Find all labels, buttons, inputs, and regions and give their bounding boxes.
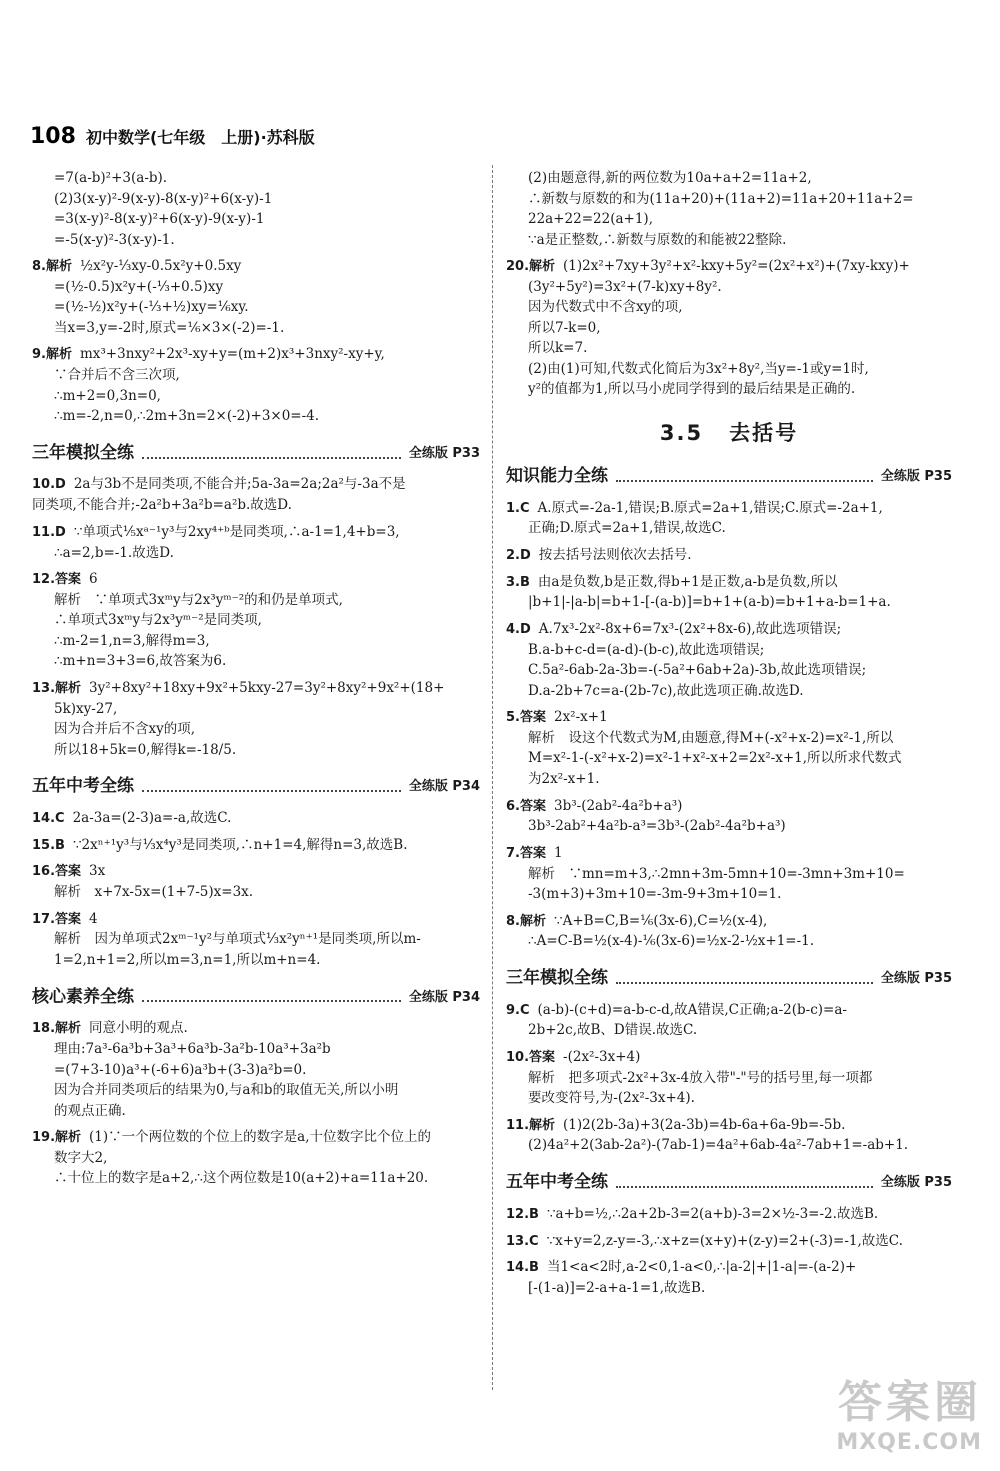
text-line: [-(1-a)]=2-a+a-1=1,故选B. bbox=[528, 1280, 706, 1297]
item-text: 2a-3a=(2-3)a=-a,故选C. bbox=[72, 809, 232, 826]
text-line: C.5a²-6ab-2a-3b=-(-5a²+6ab+2a)-3b,故此选项错误; bbox=[528, 662, 867, 679]
watermark-site: MXQE.COM bbox=[836, 1430, 982, 1455]
chapter-number: 3.5 bbox=[659, 420, 704, 445]
section-page-ref: 全练版 P34 bbox=[408, 989, 480, 1005]
text-line: ∵a是正整数,∴新数与原数的和能被22整除. bbox=[528, 231, 787, 248]
text-line: 解析 设这个代数式为M,由题意,得M+(-x²+x-2)=x²-1,所以 bbox=[528, 729, 894, 746]
item-number: 20.解析 bbox=[506, 259, 556, 275]
text-line: ∴A=C-B=½(x-4)-⅙(3x-6)=½x-2-½x+1=-1. bbox=[528, 933, 815, 950]
section-dotted-leader bbox=[142, 782, 401, 792]
text-line: B.a-b+c-d=(a-d)-(b-c),故此选项错误; bbox=[528, 641, 765, 658]
answer-item bbox=[32, 909, 480, 930]
section-page-ref: 全练版 P35 bbox=[880, 970, 952, 986]
text-line: 5k)xy-27, bbox=[54, 700, 118, 717]
item-number: 3.B bbox=[506, 574, 530, 590]
section-header bbox=[506, 464, 952, 490]
item-number: 9.C bbox=[506, 1002, 530, 1018]
item-text: mx³+3nxy²+2x³-xy+y=(m+2)x³+3nxy²-xy+y, bbox=[79, 346, 385, 363]
item-text: ∵a+b=½,∴2a+2b-3=2(a+b)-3=2×½-3=-2.故选B. bbox=[546, 1205, 879, 1222]
item-number: 19.解析 bbox=[32, 1130, 82, 1146]
section-title: 三年模拟全练 bbox=[32, 442, 134, 463]
section-title: 五年中考全练 bbox=[506, 1171, 608, 1192]
text-line: 所以k=7. bbox=[528, 340, 588, 357]
answer-item bbox=[506, 545, 952, 566]
item-text: 3y²+8xy²+18xy+9x²+5kxy-27=3y²+8xy²+9x²+(18+ bbox=[89, 679, 445, 696]
section-page-ref: 全练版 P34 bbox=[408, 779, 480, 795]
text-line: D.a-2b+7c=a-(2b-7c),故此选项正确.故选D. bbox=[528, 682, 804, 699]
text-line: y²的值都为1,所以马小虎同学得到的最后结果是正确的. bbox=[528, 381, 856, 398]
section-page-ref: 全练版 P33 bbox=[408, 445, 480, 461]
item-number: 13.解析 bbox=[32, 680, 82, 696]
text-line: 为2x²-x+1. bbox=[528, 771, 600, 787]
item-number: 14.B bbox=[506, 1260, 539, 1276]
item-text: 2x²-x+1 bbox=[553, 709, 608, 726]
section-header bbox=[32, 441, 480, 467]
page-header bbox=[30, 124, 315, 149]
page-number: 108 bbox=[30, 124, 76, 149]
section-header bbox=[32, 774, 480, 800]
text-line: (2)3(x-y)²-9(x-y)-8(x-y)²+6(x-y)-1 bbox=[54, 190, 273, 207]
section-dotted-leader bbox=[142, 449, 401, 459]
text-line: 解析 把多项式-2x²+3x-4放入带"-"号的括号里,每一项都 bbox=[528, 1069, 873, 1086]
item-text: (1)2(2b-3a)+3(2a-3b)=4b-6a+6a-9b=-5b. bbox=[563, 1116, 846, 1133]
item-text: -(2x²-3x+4) bbox=[563, 1048, 641, 1065]
answer-item bbox=[506, 1204, 952, 1225]
answer-item bbox=[32, 474, 480, 495]
item-text: (a-b)-(c+d)=a-b-c-d,故A错误,C正确;a-2(b-c)=a- bbox=[537, 1001, 847, 1018]
item-number: 9.解析 bbox=[32, 347, 72, 363]
item-text: 6 bbox=[89, 571, 98, 588]
item-number: 17.答案 bbox=[32, 911, 82, 927]
text-line: (3y²+5y²)=3x²+(7-k)xy+8y². bbox=[528, 278, 722, 295]
chapter-heading bbox=[506, 418, 952, 450]
watermark bbox=[836, 1366, 982, 1455]
text-line: 因为合并同类项后的结果为0,与a和b的取值无关,所以小明 bbox=[54, 1082, 399, 1099]
section-title: 五年中考全练 bbox=[32, 776, 134, 797]
answer-item bbox=[506, 619, 952, 640]
answer-item bbox=[32, 256, 480, 277]
item-text: 1 bbox=[553, 844, 563, 861]
item-text: A.7x³-2x²-8x+6=7x³-(2x²+8x-6),故此选项错误; bbox=[538, 620, 842, 637]
item-number: 12.B bbox=[506, 1206, 539, 1222]
section-dotted-leader bbox=[142, 992, 401, 1002]
answer-item bbox=[32, 569, 480, 590]
text-line: ∴单项式3xᵐy与2x³yᵐ⁻²是同类项, bbox=[54, 612, 262, 629]
text-line: 要改变符号,为-(2x²-3x+4). bbox=[528, 1090, 695, 1107]
text-line: =7(a-b)²+3(a-b). bbox=[54, 170, 168, 186]
text-line: |b+1|-|a-b|=b+1-[-(a-b)]=b+1+(a-b)=b+1+a-b=1+a. bbox=[528, 594, 891, 611]
item-text: (1)2x²+7xy+3y²+x²-kxy+5y²=(2x²+x²)+(7xy-kxy)+ bbox=[563, 258, 910, 275]
answer-item bbox=[506, 1047, 952, 1068]
answer-item bbox=[32, 522, 480, 543]
item-text: 由a是负数,b是正数,得b+1是正数,a-b是负数,所以 bbox=[537, 573, 838, 590]
item-text: ∵2xⁿ⁺¹y³与⅓x⁴y³是同类项,∴n+1=4,解得n=3,故选B. bbox=[72, 836, 408, 853]
item-text: ∵x+y=2,z-y=-3,∴x+z=(x+y)+(z-y)=2+(-3)=-1,故选C. bbox=[546, 1232, 903, 1249]
item-number: 12.答案 bbox=[32, 572, 82, 588]
text-line: ∴m-2=1,n=3,解得m=3, bbox=[54, 632, 210, 649]
chapter-title: 去括号 bbox=[729, 420, 799, 445]
item-number: 6.答案 bbox=[506, 798, 546, 814]
answer-item bbox=[32, 861, 480, 882]
text-line: =(7+3-10)a³+(-6+6)a³b+(3-3)a²b=0. bbox=[54, 1061, 307, 1078]
text-line: 解析 x+7x-5x=(1+7-5)x=3x. bbox=[54, 884, 254, 901]
item-text: 3b³-(2ab²-4a²b+a³) bbox=[553, 797, 683, 814]
item-number: 7.答案 bbox=[506, 845, 546, 861]
text-line: 同类项,不能合并;-2a²b+3a²b=a²b.故选D. bbox=[32, 497, 292, 514]
item-number: 13.C bbox=[506, 1233, 539, 1249]
item-number: 4.D bbox=[506, 621, 531, 637]
text-line: ∴十位上的数字是a+2,∴这个两位数是10(a+2)+a=11a+20. bbox=[54, 1170, 429, 1187]
text-line: ∴m+n=3+3=6,故答案为6. bbox=[54, 653, 227, 670]
text-line: ∴新数与原数的和为(11a+20)+(11a+2)=11a+20+11a+2= bbox=[528, 190, 914, 207]
item-number: 11.D bbox=[32, 524, 66, 540]
section-page-ref: 全练版 P35 bbox=[880, 1175, 952, 1190]
section-dotted-leader bbox=[616, 974, 873, 984]
text-line: =(½-0.5)x²y+(-⅓+0.5)xy bbox=[54, 278, 224, 295]
item-number: 8.解析 bbox=[506, 913, 546, 929]
watermark-logo-text: 答案圈 bbox=[838, 1377, 982, 1428]
text-line: =3(x-y)²-8(x-y)²+6(x-y)-9(x-y)-1 bbox=[54, 211, 265, 228]
answer-item bbox=[32, 678, 480, 699]
section-dotted-leader bbox=[616, 1178, 873, 1188]
item-text: ∵单项式⅕xᵃ⁻¹y³与2xy⁴⁺ᵇ是同类项,∴a-1=1,4+b=3, bbox=[73, 523, 400, 540]
text-line: (2)由(1)可知,代数式化简后为3x²+8y²,当y=-1或y=1时, bbox=[528, 360, 869, 377]
answer-item bbox=[32, 1127, 480, 1148]
item-number: 10.答案 bbox=[506, 1049, 556, 1065]
item-number: 18.解析 bbox=[32, 1021, 82, 1037]
item-text: (1)∵一个两位数的个位上的数字是a,十位数字比个位上的 bbox=[89, 1129, 431, 1146]
section-title: 核心素养全练 bbox=[32, 986, 134, 1007]
section-dotted-leader bbox=[616, 472, 873, 482]
item-text: ∵A+B=C,B=⅙(3x-6),C=½(x-4), bbox=[553, 912, 768, 929]
text-line: ∴m=-2,n=0,∴2m+3n=2×(-2)+3×0=-4. bbox=[54, 408, 320, 425]
section-title: 三年模拟全练 bbox=[506, 967, 608, 988]
item-text: 当1<a<2时,a-2<0,1-a<0,∴|a-2|+|1-a|=-(a-2)+ bbox=[546, 1259, 857, 1276]
item-text: 2a与3b不是同类项,不能合并;5a-3a=2a;2a²与-3a不是 bbox=[73, 476, 406, 493]
text-line: -3(m+3)+3m+10=-3m-9+3m+10=1. bbox=[528, 886, 782, 903]
item-text: A.原式=-2a-1,错误;B.原式=2a+1,错误;C.原式=-2a+1, bbox=[537, 499, 883, 516]
text-line: 解析 ∵mn=m+3,∴2mn+3m-5mn+10=-3mn+3m+10= bbox=[528, 865, 905, 882]
text-line: 所以7-k=0, bbox=[528, 319, 601, 336]
answer-item bbox=[32, 344, 480, 365]
item-number: 11.解析 bbox=[506, 1117, 556, 1133]
text-line: 理由:7a³-6a³b+3a³+6a³b-3a²b-10a³+3a²b bbox=[54, 1041, 331, 1058]
text-line: 解析 ∵单项式3xᵐy与2x³yᵐ⁻²的和仍是单项式, bbox=[54, 591, 343, 608]
text-line: 3b³-2ab²+4a²b-a³=3b³-(2ab²-4a²b+a³) bbox=[528, 818, 786, 835]
text-line: ∴a=2,b=-1.故选D. bbox=[54, 544, 174, 561]
item-text: ½x²y-⅓xy-0.5x²y+0.5xy bbox=[79, 258, 242, 275]
section-title: 知识能力全练 bbox=[506, 465, 608, 486]
text-line: ∵合并后不含三次项, bbox=[54, 367, 180, 384]
section-header bbox=[506, 966, 952, 992]
text-line: 1=2,n+1=2,所以m=3,n=1,所以m+n=4. bbox=[54, 951, 321, 968]
text-line: ∴m+2=0,3n=0, bbox=[54, 387, 161, 404]
item-text: 3x bbox=[89, 863, 106, 880]
text-line: 2b+2c,故B、D错误.故选C. bbox=[528, 1022, 698, 1039]
column-divider bbox=[492, 165, 493, 1390]
right-column bbox=[506, 168, 952, 1299]
text-line: M=x²-1-(-x²+x-2)=x²-1+x²-x+2=2x²-x+1,所以所求代数式 bbox=[528, 750, 902, 767]
text-line: 正确;D.原式=2a+1,错误,故选C. bbox=[528, 520, 726, 537]
item-text: 按去括号法则依次去括号. bbox=[538, 546, 692, 563]
item-number: 15.B bbox=[32, 837, 65, 853]
item-number: 8.解析 bbox=[32, 259, 72, 275]
answer-item bbox=[32, 1018, 480, 1039]
text-line: 解析 因为单项式2xᵐ⁻¹y²与单项式⅓x²yⁿ⁺¹是同类项,所以m- bbox=[54, 931, 421, 948]
text-line: =(½-½)x²y+(-⅓+½)xy=⅙xy. bbox=[54, 299, 249, 316]
answer-item bbox=[506, 572, 952, 593]
item-number: 5.答案 bbox=[506, 710, 546, 726]
answer-item bbox=[506, 1115, 952, 1136]
text-line: (2)由题意得,新的两位数为10a+a+2=11a+2, bbox=[528, 170, 812, 186]
item-text: 同意小明的观点. bbox=[89, 1020, 188, 1037]
answer-item bbox=[506, 256, 952, 277]
item-number: 14.C bbox=[32, 810, 65, 826]
text-line: 数字大2, bbox=[54, 1149, 108, 1166]
text-line: 的观点正确. bbox=[54, 1102, 126, 1119]
item-number: 16.答案 bbox=[32, 864, 82, 880]
answer-item bbox=[506, 911, 952, 932]
answer-item bbox=[506, 1000, 952, 1021]
answer-item bbox=[506, 1231, 952, 1252]
item-number: 2.D bbox=[506, 547, 531, 563]
left-column bbox=[32, 168, 480, 1189]
section-header bbox=[506, 1170, 952, 1196]
item-number: 1.C bbox=[506, 500, 530, 516]
text-line: 因为合并后不含xy的项, bbox=[54, 721, 196, 738]
answer-item bbox=[32, 808, 480, 829]
answer-item bbox=[506, 1257, 952, 1278]
text-line: 当x=3,y=-2时,原式=⅙×3×(-2)=-1. bbox=[54, 319, 285, 336]
text-line: 22a+22=22(a+1), bbox=[528, 211, 653, 228]
section-page-ref: 全练版 P35 bbox=[880, 468, 952, 484]
item-text: 4 bbox=[89, 910, 98, 927]
text-line: 因为代数式中不含xy的项, bbox=[528, 299, 683, 316]
text-line: 所以18+5k=0,解得k=-18/5. bbox=[54, 741, 237, 758]
book-title: 初中数学(七年级 上册)·苏科版 bbox=[85, 128, 315, 147]
item-number: 10.D bbox=[32, 477, 66, 493]
text-line: (2)4a²+2(3ab-2a²)-(7ab-1)=4a²+6ab-4a²-7ab+1=-ab+1. bbox=[528, 1137, 909, 1154]
text-line: =-5(x-y)²-3(x-y)-1. bbox=[54, 231, 175, 248]
answer-item bbox=[506, 498, 952, 519]
answer-item bbox=[32, 835, 480, 856]
answer-item bbox=[506, 843, 952, 864]
answer-item bbox=[506, 796, 952, 817]
section-header bbox=[32, 985, 480, 1011]
answer-item bbox=[506, 707, 952, 728]
